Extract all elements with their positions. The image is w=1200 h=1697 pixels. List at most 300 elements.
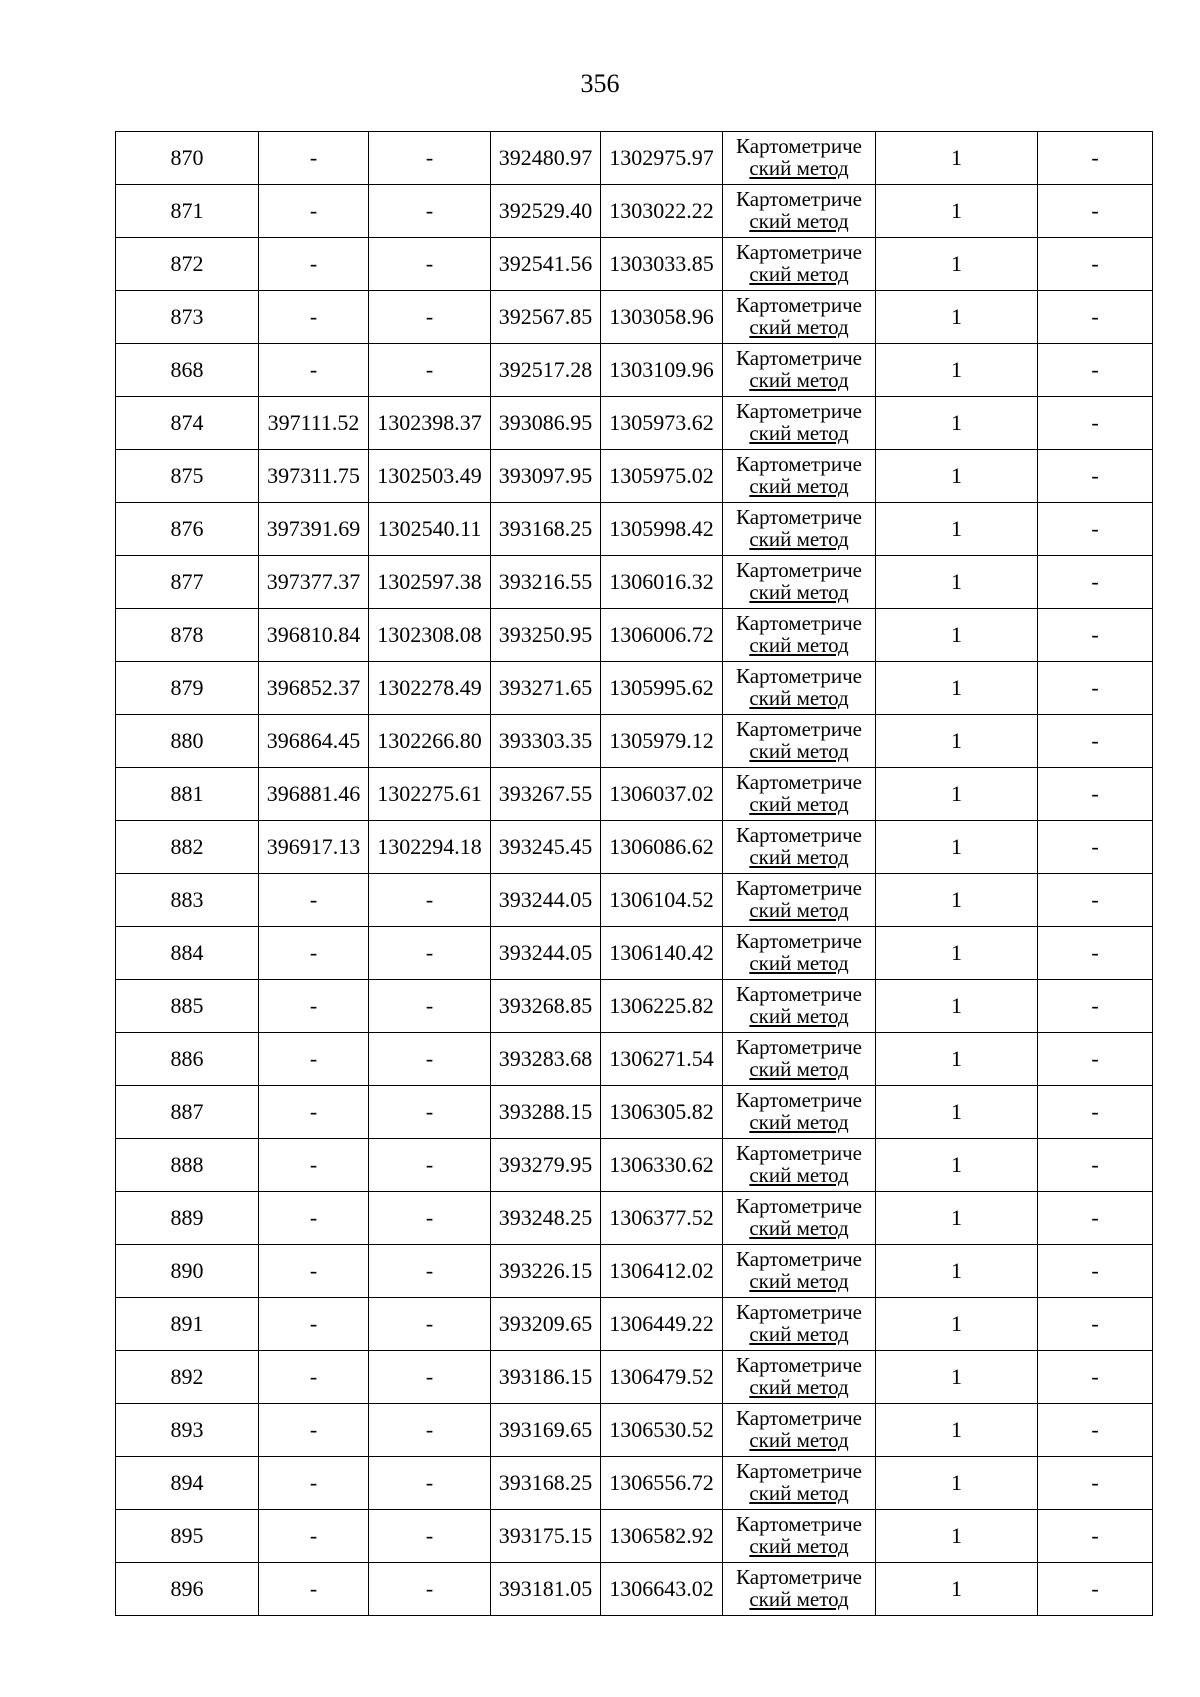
method-line-2: ский метод [749,156,849,180]
table-row [116,503,1153,556]
x-old-cell: - [259,1139,369,1192]
y-new-cell: 1306037.02 [601,768,723,821]
x-old-cell: - [259,344,369,397]
method-line-1: Картометриче [736,240,862,264]
method-line-2: ский метод [749,1216,849,1240]
note-cell: - [1038,1510,1153,1563]
table-row [116,1139,1153,1192]
table-row [116,397,1153,450]
method-line-2: ский метод [749,1269,849,1293]
method-line-2: ский метод [749,1057,849,1081]
method-line-2: ский метод [749,1163,849,1187]
method-cell [723,1139,876,1192]
y-old-cell: - [369,1086,491,1139]
method-cell [723,1086,876,1139]
point-number-cell: 895 [116,1510,259,1563]
method-cell [723,821,876,874]
point-number-cell: 872 [116,238,259,291]
y-new-cell: 1305975.02 [601,450,723,503]
y-new-cell: 1306643.02 [601,1563,723,1616]
y-old-cell: - [369,238,491,291]
point-number-cell: 896 [116,1563,259,1616]
y-old-cell: 1302294.18 [369,821,491,874]
note-cell: - [1038,1404,1153,1457]
note-cell: - [1038,1245,1153,1298]
y-new-cell: 1302975.97 [601,132,723,185]
accuracy-cell: 1 [876,132,1038,185]
method-line-1: Картометриче [736,1141,862,1165]
x-new-cell: 393186.15 [491,1351,601,1404]
method-line-2: ский метод [749,527,849,551]
method-cell [723,1192,876,1245]
note-cell: - [1038,662,1153,715]
x-new-cell: 393209.65 [491,1298,601,1351]
x-new-cell: 392529.40 [491,185,601,238]
accuracy-cell: 1 [876,1033,1038,1086]
note-cell: - [1038,291,1153,344]
note-cell: - [1038,132,1153,185]
x-old-cell: - [259,1086,369,1139]
accuracy-cell: 1 [876,980,1038,1033]
method-line-1: Картометриче [736,187,862,211]
accuracy-cell: 1 [876,1510,1038,1563]
method-line-1: Картометриче [736,1194,862,1218]
note-cell: - [1038,1086,1153,1139]
point-number-cell: 890 [116,1245,259,1298]
method-line-1: Картометриче [736,1459,862,1483]
method-line-1: Картометриче [736,505,862,529]
y-new-cell: 1303033.85 [601,238,723,291]
x-new-cell: 393097.95 [491,450,601,503]
accuracy-cell: 1 [876,344,1038,397]
y-old-cell: 1302266.80 [369,715,491,768]
method-line-2: ский метод [749,633,849,657]
accuracy-cell: 1 [876,556,1038,609]
table-row [116,1033,1153,1086]
table-row [116,344,1153,397]
x-old-cell: 397391.69 [259,503,369,556]
table-row [116,980,1153,1033]
method-cell [723,450,876,503]
x-new-cell: 393175.15 [491,1510,601,1563]
accuracy-cell: 1 [876,1457,1038,1510]
note-cell: - [1038,238,1153,291]
table-row [116,874,1153,927]
point-number-cell: 888 [116,1139,259,1192]
note-cell: - [1038,556,1153,609]
x-new-cell: 392567.85 [491,291,601,344]
method-cell [723,1457,876,1510]
x-old-cell: - [259,1457,369,1510]
x-old-cell: 396810.84 [259,609,369,662]
y-new-cell: 1306016.32 [601,556,723,609]
table-row [116,1245,1153,1298]
y-new-cell: 1306140.42 [601,927,723,980]
method-cell [723,556,876,609]
method-cell [723,980,876,1033]
point-number-cell: 893 [116,1404,259,1457]
method-cell [723,503,876,556]
method-line-1: Картометриче [736,1565,862,1589]
accuracy-cell: 1 [876,821,1038,874]
method-cell [723,1245,876,1298]
note-cell: - [1038,344,1153,397]
method-line-1: Картометриче [736,1353,862,1377]
table-row [116,768,1153,821]
method-line-2: ский метод [749,1322,849,1346]
method-line-1: Картометриче [736,1247,862,1271]
y-old-cell: - [369,344,491,397]
y-old-cell: - [369,1563,491,1616]
y-new-cell: 1303109.96 [601,344,723,397]
method-cell [723,1033,876,1086]
accuracy-cell: 1 [876,715,1038,768]
method-cell [723,185,876,238]
method-cell [723,768,876,821]
point-number-cell: 880 [116,715,259,768]
note-cell: - [1038,1563,1153,1616]
method-line-1: Картометриче [736,452,862,476]
accuracy-cell: 1 [876,1192,1038,1245]
note-cell: - [1038,980,1153,1033]
coordinates-table [115,131,1153,1616]
x-new-cell: 393168.25 [491,1457,601,1510]
method-line-2: ский метод [749,1534,849,1558]
table-row [116,715,1153,768]
table-row [116,1457,1153,1510]
accuracy-cell: 1 [876,1351,1038,1404]
y-old-cell: 1302597.38 [369,556,491,609]
method-line-1: Картометриче [736,876,862,900]
point-number-cell: 886 [116,1033,259,1086]
note-cell: - [1038,609,1153,662]
method-line-2: ский метод [749,739,849,763]
y-old-cell: 1302308.08 [369,609,491,662]
note-cell: - [1038,768,1153,821]
method-line-2: ский метод [749,262,849,286]
y-new-cell: 1306479.52 [601,1351,723,1404]
method-line-1: Картометриче [736,1512,862,1536]
accuracy-cell: 1 [876,609,1038,662]
x-old-cell: 396917.13 [259,821,369,874]
method-line-1: Картометриче [736,717,862,741]
method-cell [723,238,876,291]
method-line-2: ский метод [749,1481,849,1505]
x-old-cell: - [259,291,369,344]
x-new-cell: 393226.15 [491,1245,601,1298]
y-old-cell: - [369,1192,491,1245]
note-cell: - [1038,821,1153,874]
x-old-cell: - [259,185,369,238]
accuracy-cell: 1 [876,238,1038,291]
point-number-cell: 882 [116,821,259,874]
point-number-cell: 878 [116,609,259,662]
y-new-cell: 1305995.62 [601,662,723,715]
accuracy-cell: 1 [876,1298,1038,1351]
x-old-cell: - [259,238,369,291]
method-line-2: ский метод [749,1428,849,1452]
point-number-cell: 891 [116,1298,259,1351]
note-cell: - [1038,715,1153,768]
table-row [116,185,1153,238]
accuracy-cell: 1 [876,1086,1038,1139]
y-new-cell: 1306412.02 [601,1245,723,1298]
point-number-cell: 873 [116,291,259,344]
note-cell: - [1038,1192,1153,1245]
table-row [116,662,1153,715]
method-line-2: ский метод [749,421,849,445]
x-new-cell: 392480.97 [491,132,601,185]
method-cell [723,874,876,927]
y-new-cell: 1305998.42 [601,503,723,556]
method-line-2: ский метод [749,686,849,710]
accuracy-cell: 1 [876,185,1038,238]
x-old-cell: - [259,1404,369,1457]
accuracy-cell: 1 [876,927,1038,980]
point-number-cell: 875 [116,450,259,503]
method-cell [723,1404,876,1457]
method-line-2: ский метод [749,845,849,869]
y-new-cell: 1306271.54 [601,1033,723,1086]
method-line-1: Картометриче [736,293,862,317]
point-number-cell: 876 [116,503,259,556]
method-line-2: ский метод [749,1375,849,1399]
x-old-cell: - [259,1033,369,1086]
point-number-cell: 889 [116,1192,259,1245]
method-line-2: ский метод [749,580,849,604]
point-number-cell: 885 [116,980,259,1033]
y-old-cell: - [369,1457,491,1510]
y-old-cell: - [369,132,491,185]
point-number-cell: 877 [116,556,259,609]
y-old-cell: - [369,1033,491,1086]
x-old-cell: - [259,1192,369,1245]
x-new-cell: 393288.15 [491,1086,601,1139]
x-new-cell: 393283.68 [491,1033,601,1086]
x-old-cell: - [259,1298,369,1351]
method-line-2: ский метод [749,1110,849,1134]
method-cell [723,927,876,980]
y-old-cell: 1302275.61 [369,768,491,821]
method-line-1: Картометриче [736,770,862,794]
x-new-cell: 393279.95 [491,1139,601,1192]
method-cell [723,132,876,185]
x-new-cell: 393244.05 [491,874,601,927]
method-cell [723,344,876,397]
method-line-1: Картометриче [736,982,862,1006]
method-line-1: Картометриче [736,1300,862,1324]
x-new-cell: 392541.56 [491,238,601,291]
page-number: 356 [580,69,620,98]
table-body [116,132,1153,1616]
note-cell: - [1038,1457,1153,1510]
x-old-cell: - [259,1351,369,1404]
table-row [116,132,1153,185]
point-number-cell: 870 [116,132,259,185]
method-line-2: ский метод [749,474,849,498]
x-new-cell: 393267.55 [491,768,601,821]
y-old-cell: - [369,874,491,927]
x-new-cell: 393268.85 [491,980,601,1033]
method-line-2: ский метод [749,951,849,975]
x-old-cell: - [259,927,369,980]
y-new-cell: 1306530.52 [601,1404,723,1457]
note-cell: - [1038,185,1153,238]
method-cell [723,291,876,344]
x-new-cell: 393303.35 [491,715,601,768]
accuracy-cell: 1 [876,450,1038,503]
y-old-cell: 1302503.49 [369,450,491,503]
x-old-cell: - [259,132,369,185]
y-new-cell: 1306377.52 [601,1192,723,1245]
note-cell: - [1038,1351,1153,1404]
y-new-cell: 1306305.82 [601,1086,723,1139]
table-row [116,609,1153,662]
x-new-cell: 393168.25 [491,503,601,556]
method-cell [723,662,876,715]
method-cell [723,397,876,450]
method-cell [723,1563,876,1616]
x-old-cell: - [259,980,369,1033]
y-old-cell: 1302540.11 [369,503,491,556]
accuracy-cell: 1 [876,1245,1038,1298]
y-old-cell: - [369,1404,491,1457]
point-number-cell: 871 [116,185,259,238]
method-line-2: ский метод [749,898,849,922]
y-old-cell: - [369,185,491,238]
y-old-cell: - [369,927,491,980]
x-old-cell: 397377.37 [259,556,369,609]
x-old-cell: 396852.37 [259,662,369,715]
y-old-cell: - [369,980,491,1033]
y-new-cell: 1306556.72 [601,1457,723,1510]
y-old-cell: - [369,1351,491,1404]
method-line-2: ский метод [749,1587,849,1611]
x-old-cell: - [259,1563,369,1616]
method-line-2: ский метод [749,368,849,392]
table-row [116,238,1153,291]
y-new-cell: 1305973.62 [601,397,723,450]
x-old-cell: - [259,1510,369,1563]
x-old-cell: - [259,1245,369,1298]
y-old-cell: 1302398.37 [369,397,491,450]
table-row [116,1510,1153,1563]
method-line-1: Картометриче [736,1406,862,1430]
accuracy-cell: 1 [876,397,1038,450]
accuracy-cell: 1 [876,662,1038,715]
method-line-1: Картометриче [736,664,862,688]
y-old-cell: - [369,1245,491,1298]
x-new-cell: 393216.55 [491,556,601,609]
y-old-cell: - [369,1510,491,1563]
table-row [116,1086,1153,1139]
table-row [116,291,1153,344]
method-line-2: ский метод [749,1004,849,1028]
point-number-cell: 881 [116,768,259,821]
note-cell: - [1038,503,1153,556]
x-new-cell: 393086.95 [491,397,601,450]
y-new-cell: 1306104.52 [601,874,723,927]
method-line-1: Картометриче [736,1035,862,1059]
point-number-cell: 883 [116,874,259,927]
point-number-cell: 894 [116,1457,259,1510]
table-row [116,1404,1153,1457]
table-row [116,927,1153,980]
table-row [116,556,1153,609]
y-new-cell: 1306582.92 [601,1510,723,1563]
x-old-cell: 396881.46 [259,768,369,821]
point-number-cell: 884 [116,927,259,980]
accuracy-cell: 1 [876,1404,1038,1457]
accuracy-cell: 1 [876,1563,1038,1616]
table-row [116,1298,1153,1351]
y-new-cell: 1306330.62 [601,1139,723,1192]
table-row [116,821,1153,874]
x-old-cell: 397311.75 [259,450,369,503]
accuracy-cell: 1 [876,874,1038,927]
method-line-1: Картометриче [736,823,862,847]
y-new-cell: 1306006.72 [601,609,723,662]
y-old-cell: - [369,1298,491,1351]
point-number-cell: 892 [116,1351,259,1404]
accuracy-cell: 1 [876,768,1038,821]
method-line-1: Картометриче [736,611,862,635]
point-number-cell: 879 [116,662,259,715]
accuracy-cell: 1 [876,1139,1038,1192]
method-line-1: Картометриче [736,399,862,423]
x-old-cell: - [259,874,369,927]
y-old-cell: - [369,291,491,344]
y-old-cell: - [369,1139,491,1192]
method-line-1: Картометриче [736,929,862,953]
point-number-cell: 887 [116,1086,259,1139]
x-new-cell: 393245.45 [491,821,601,874]
method-line-2: ский метод [749,315,849,339]
x-new-cell: 393271.65 [491,662,601,715]
method-cell [723,1351,876,1404]
method-line-1: Картометриче [736,346,862,370]
x-old-cell: 397111.52 [259,397,369,450]
point-number-cell: 868 [116,344,259,397]
method-line-1: Картометриче [736,134,862,158]
x-new-cell: 393244.05 [491,927,601,980]
method-line-1: Картометриче [736,1088,862,1112]
method-cell [723,609,876,662]
note-cell: - [1038,874,1153,927]
y-new-cell: 1303022.22 [601,185,723,238]
note-cell: - [1038,450,1153,503]
table-row [116,1192,1153,1245]
method-cell [723,1510,876,1563]
x-new-cell: 393169.65 [491,1404,601,1457]
x-new-cell: 393250.95 [491,609,601,662]
note-cell: - [1038,1033,1153,1086]
table-row [116,450,1153,503]
y-new-cell: 1303058.96 [601,291,723,344]
y-new-cell: 1306449.22 [601,1298,723,1351]
note-cell: - [1038,1298,1153,1351]
x-new-cell: 393248.25 [491,1192,601,1245]
x-new-cell: 392517.28 [491,344,601,397]
x-old-cell: 396864.45 [259,715,369,768]
x-new-cell: 393181.05 [491,1563,601,1616]
method-cell [723,715,876,768]
note-cell: - [1038,397,1153,450]
accuracy-cell: 1 [876,291,1038,344]
note-cell: - [1038,1139,1153,1192]
point-number-cell: 874 [116,397,259,450]
accuracy-cell: 1 [876,503,1038,556]
